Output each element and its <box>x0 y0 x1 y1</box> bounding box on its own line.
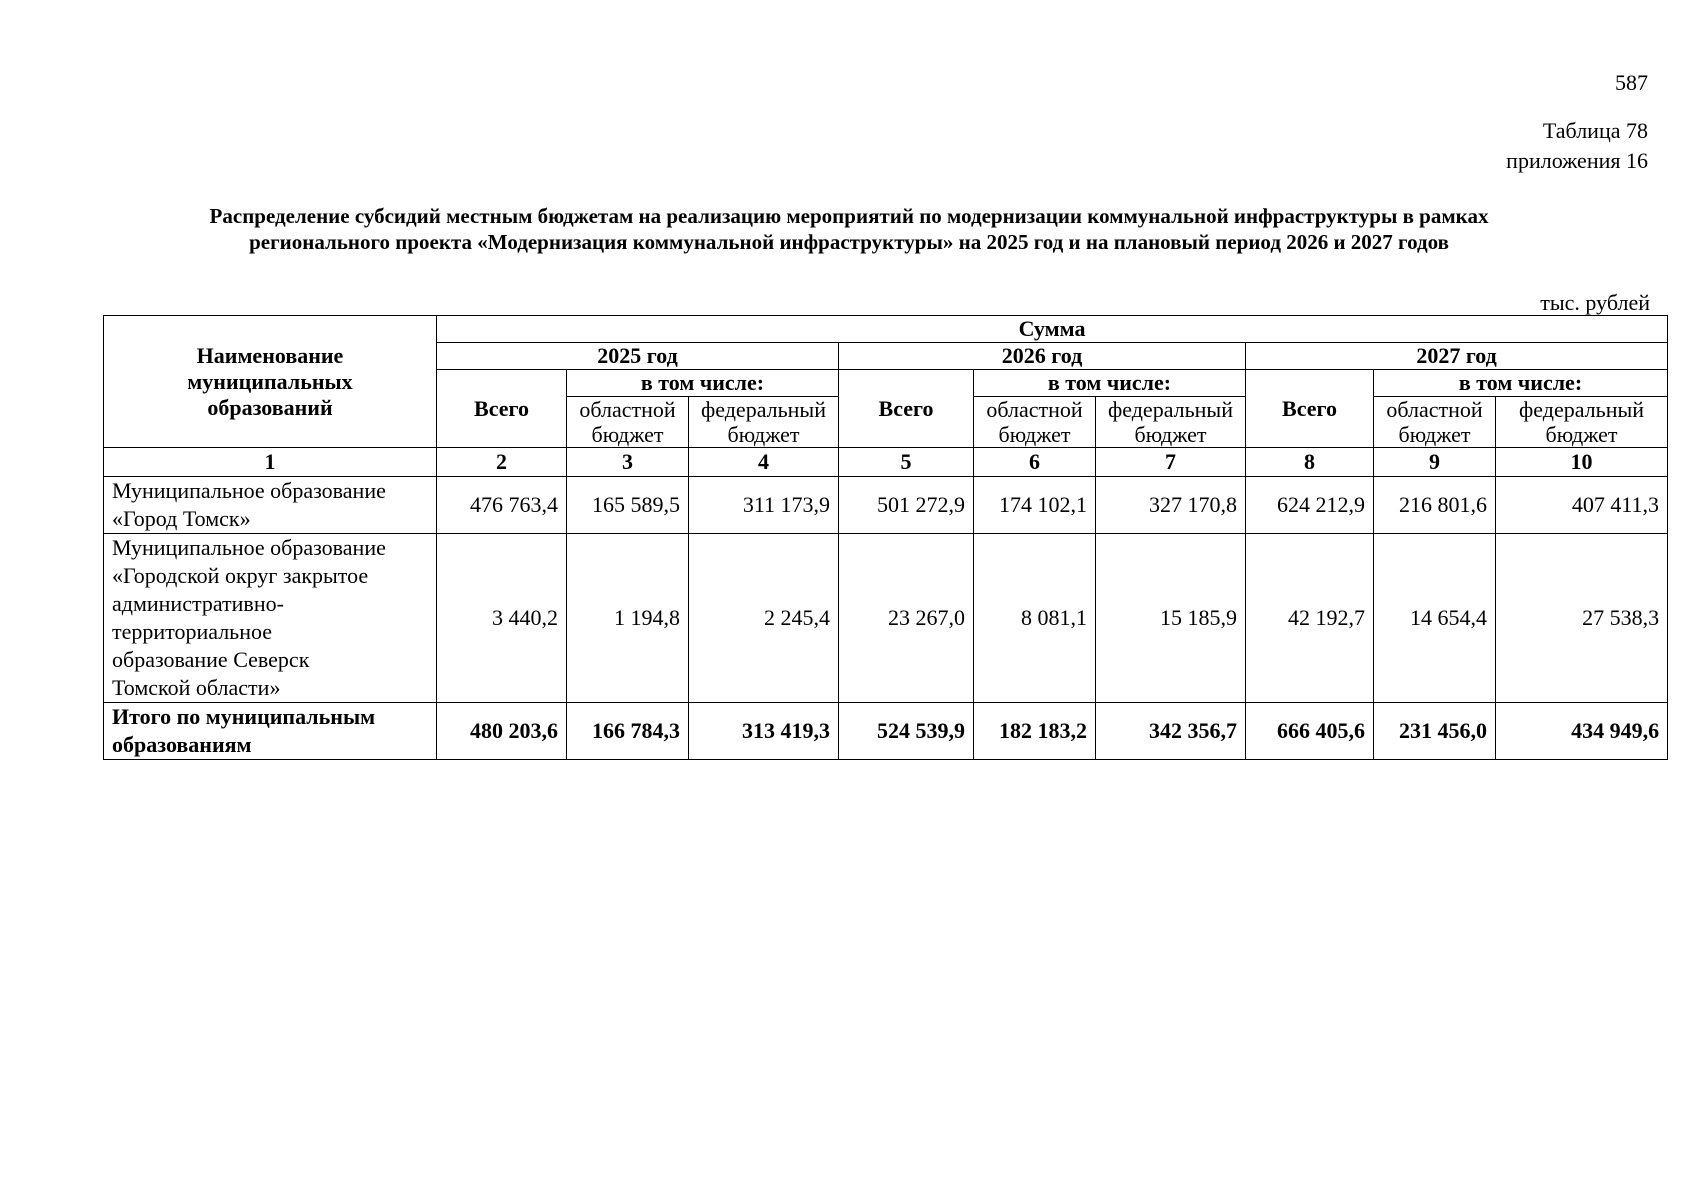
table-row <box>104 477 1668 534</box>
total-value-cell: 182 183,2 <box>974 703 1096 760</box>
appendix-number: приложения 16 <box>1506 148 1648 173</box>
value-cell: 8 081,1 <box>974 534 1096 703</box>
value-cell: 216 801,6 <box>1374 477 1496 534</box>
page-number: 587 <box>1615 70 1648 95</box>
header-regional-2025: областной бюджет <box>567 397 689 448</box>
value-cell: 165 589,5 <box>567 477 689 534</box>
value-cell: 624 212,9 <box>1246 477 1374 534</box>
value-cell: 14 654,4 <box>1374 534 1496 703</box>
header-regional-2027: областной бюджет <box>1374 397 1496 448</box>
column-number: 8 <box>1246 448 1374 477</box>
value-cell: 501 272,9 <box>839 477 974 534</box>
header-total-2027: Всего <box>1246 370 1374 448</box>
value-cell: 327 170,8 <box>1096 477 1246 534</box>
header-sum: Сумма <box>437 316 1668 343</box>
value-cell: 407 411,3 <box>1496 477 1668 534</box>
column-number: 7 <box>1096 448 1246 477</box>
total-value-cell: 434 949,6 <box>1496 703 1668 760</box>
total-value-cell: 166 784,3 <box>567 703 689 760</box>
subsidy-table <box>103 315 1668 760</box>
header-federal-2027: федеральный бюджет <box>1496 397 1668 448</box>
value-cell: 311 173,9 <box>689 477 839 534</box>
units-label: тыс. рублей <box>1540 290 1650 315</box>
column-number: 6 <box>974 448 1096 477</box>
total-row <box>104 703 1668 760</box>
column-number: 1 <box>104 448 437 477</box>
header-year-2025: 2025 год <box>437 343 839 370</box>
table-reference <box>1506 116 1648 176</box>
header-year-2026: 2026 год <box>839 343 1246 370</box>
header-year-2027: 2027 год <box>1246 343 1668 370</box>
total-value-cell: 480 203,6 <box>437 703 567 760</box>
total-value-cell: 342 356,7 <box>1096 703 1246 760</box>
table-row <box>104 534 1668 703</box>
value-cell: 2 245,4 <box>689 534 839 703</box>
column-numbers-row <box>104 448 1668 477</box>
value-cell: 476 763,4 <box>437 477 567 534</box>
column-number: 10 <box>1496 448 1668 477</box>
header-municipality-name: Наименование муниципальных образований <box>104 316 437 448</box>
total-value-cell: 666 405,6 <box>1246 703 1374 760</box>
municipality-name: Муниципальное образование «Город Томск» <box>104 477 437 534</box>
total-value-cell: 524 539,9 <box>839 703 974 760</box>
title-line-1: Распределение субсидий местным бюджетам на реализацию мероприятий по модернизации коммунальной инфраструктуры в рамках <box>209 204 1489 228</box>
header-including-2026: в том числе: <box>974 370 1246 397</box>
table-number: Таблица 78 <box>1542 118 1648 143</box>
column-number: 3 <box>567 448 689 477</box>
column-number: 5 <box>839 448 974 477</box>
value-cell: 15 185,9 <box>1096 534 1246 703</box>
column-number: 9 <box>1374 448 1496 477</box>
value-cell: 23 267,0 <box>839 534 974 703</box>
column-number: 4 <box>689 448 839 477</box>
header-regional-2026: областной бюджет <box>974 397 1096 448</box>
header-total-2026: Всего <box>839 370 974 448</box>
header-including-2025: в том числе: <box>567 370 839 397</box>
value-cell: 1 194,8 <box>567 534 689 703</box>
header-including-2027: в том числе: <box>1374 370 1668 397</box>
column-number: 2 <box>437 448 567 477</box>
value-cell: 42 192,7 <box>1246 534 1374 703</box>
document-title <box>100 203 1598 255</box>
value-cell: 27 538,3 <box>1496 534 1668 703</box>
header-total-2025: Всего <box>437 370 567 448</box>
total-value-cell: 313 419,3 <box>689 703 839 760</box>
total-value-cell: 231 456,0 <box>1374 703 1496 760</box>
total-label: Итого по муниципальным образованиям <box>104 703 437 760</box>
header-federal-2025: федеральный бюджет <box>689 397 839 448</box>
value-cell: 3 440,2 <box>437 534 567 703</box>
header-federal-2026: федеральный бюджет <box>1096 397 1246 448</box>
title-line-2: регионального проекта «Модернизация коммунальной инфраструктуры» на 2025 год и на плановый период 2026 и 2027 годов <box>249 230 1449 254</box>
municipality-name: Муниципальное образование «Городской округ закрытое административно- территориальное образование Северск Томской области» <box>104 534 437 703</box>
value-cell: 174 102,1 <box>974 477 1096 534</box>
